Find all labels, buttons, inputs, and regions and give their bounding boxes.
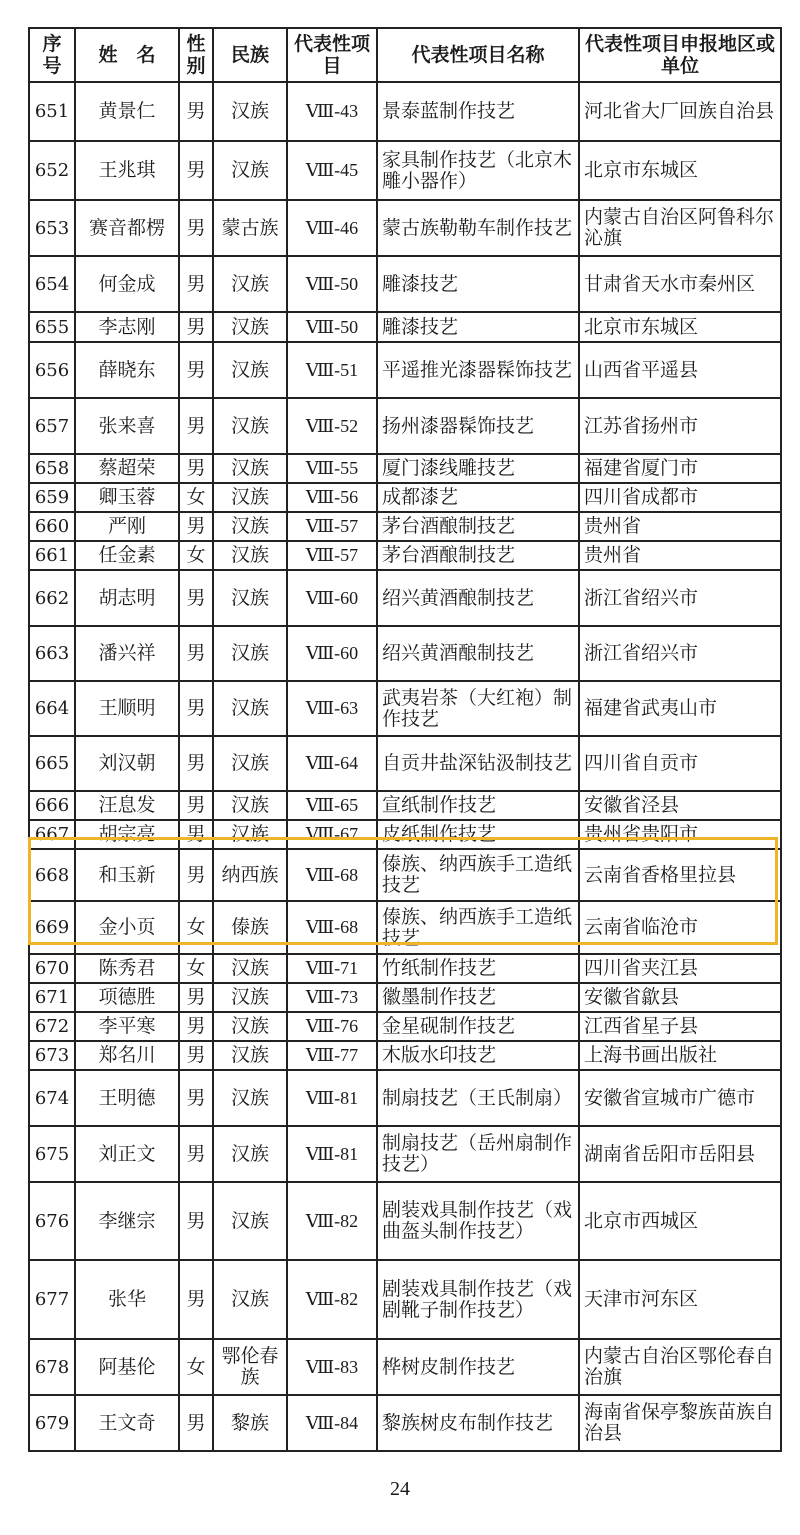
header-sex: 性别 bbox=[179, 28, 213, 82]
cell-serial: 676 bbox=[29, 1182, 75, 1260]
cell-project-code: Ⅷ-64 bbox=[287, 736, 377, 791]
cell-ethnicity: 汉族 bbox=[213, 256, 287, 312]
cell-serial: 658 bbox=[29, 454, 75, 483]
cell-project-name: 蒙古族勒勒车制作技艺 bbox=[377, 200, 579, 256]
cell-serial: 651 bbox=[29, 82, 75, 141]
table-row bbox=[29, 1041, 781, 1070]
cell-name: 王兆琪 bbox=[75, 141, 179, 200]
cell-project-name: 桦树皮制作技艺 bbox=[377, 1339, 579, 1395]
cell-region: 贵州省贵阳市 bbox=[579, 820, 781, 849]
cell-project-name: 剧装戏具制作技艺（戏曲盔头制作技艺） bbox=[377, 1182, 579, 1260]
cell-sex: 男 bbox=[179, 398, 213, 454]
cell-region: 北京市东城区 bbox=[579, 141, 781, 200]
cell-ethnicity: 蒙古族 bbox=[213, 200, 287, 256]
cell-ethnicity: 汉族 bbox=[213, 1126, 287, 1182]
cell-name: 黄景仁 bbox=[75, 82, 179, 141]
cell-serial: 677 bbox=[29, 1260, 75, 1339]
cell-sex: 男 bbox=[179, 1070, 213, 1126]
cell-serial: 653 bbox=[29, 200, 75, 256]
cell-serial: 652 bbox=[29, 141, 75, 200]
cell-sex: 女 bbox=[179, 1339, 213, 1395]
table-row bbox=[29, 1182, 781, 1260]
cell-project-name: 家具制作技艺（北京木雕小器作） bbox=[377, 141, 579, 200]
cell-ethnicity: 汉族 bbox=[213, 398, 287, 454]
cell-region: 贵州省 bbox=[579, 512, 781, 541]
cell-project-name: 金星砚制作技艺 bbox=[377, 1012, 579, 1041]
cell-sex: 男 bbox=[179, 1041, 213, 1070]
table-row bbox=[29, 1260, 781, 1339]
table-row bbox=[29, 1126, 781, 1182]
cell-name: 卿玉蓉 bbox=[75, 483, 179, 512]
cell-name: 何金成 bbox=[75, 256, 179, 312]
table-row bbox=[29, 681, 781, 736]
cell-region: 贵州省 bbox=[579, 541, 781, 570]
cell-project-code: Ⅷ-65 bbox=[287, 791, 377, 820]
cell-serial: 664 bbox=[29, 681, 75, 736]
cell-project-code: Ⅷ-67 bbox=[287, 820, 377, 849]
table-row bbox=[29, 398, 781, 454]
cell-project-name: 茅台酒酿制技艺 bbox=[377, 512, 579, 541]
cell-ethnicity: 汉族 bbox=[213, 736, 287, 791]
table-row bbox=[29, 1395, 781, 1451]
cell-project-code: Ⅷ-50 bbox=[287, 312, 377, 342]
cell-serial: 656 bbox=[29, 342, 75, 398]
header-name: 姓 名 bbox=[75, 28, 179, 82]
cell-ethnicity: 汉族 bbox=[213, 954, 287, 983]
cell-region: 北京市西城区 bbox=[579, 1182, 781, 1260]
cell-ethnicity: 汉族 bbox=[213, 983, 287, 1012]
cell-project-code: Ⅷ-82 bbox=[287, 1260, 377, 1339]
cell-sex: 男 bbox=[179, 849, 213, 901]
cell-serial: 678 bbox=[29, 1339, 75, 1395]
table-row bbox=[29, 791, 781, 820]
cell-region: 江西省星子县 bbox=[579, 1012, 781, 1041]
cell-project-code: Ⅷ-76 bbox=[287, 1012, 377, 1041]
table-row bbox=[29, 256, 781, 312]
cell-project-name: 扬州漆器髹饰技艺 bbox=[377, 398, 579, 454]
header-ethnicity: 民族 bbox=[213, 28, 287, 82]
cell-ethnicity: 汉族 bbox=[213, 1260, 287, 1339]
cell-ethnicity: 汉族 bbox=[213, 512, 287, 541]
cell-region: 湖南省岳阳市岳阳县 bbox=[579, 1126, 781, 1182]
cell-sex: 男 bbox=[179, 570, 213, 626]
cell-project-code: Ⅷ-63 bbox=[287, 681, 377, 736]
cell-name: 金小页 bbox=[75, 901, 179, 954]
header-project-name: 代表性项目名称 bbox=[377, 28, 579, 82]
cell-region: 江苏省扬州市 bbox=[579, 398, 781, 454]
table-row bbox=[29, 820, 781, 849]
cell-project-name: 黎族树皮布制作技艺 bbox=[377, 1395, 579, 1451]
cell-name: 薛晓东 bbox=[75, 342, 179, 398]
cell-project-code: Ⅷ-60 bbox=[287, 626, 377, 681]
cell-sex: 男 bbox=[179, 342, 213, 398]
cell-sex: 男 bbox=[179, 512, 213, 541]
cell-serial: 659 bbox=[29, 483, 75, 512]
cell-project-code: Ⅷ-51 bbox=[287, 342, 377, 398]
cell-serial: 667 bbox=[29, 820, 75, 849]
cell-project-code: Ⅷ-68 bbox=[287, 901, 377, 954]
table-row bbox=[29, 1339, 781, 1395]
table-row bbox=[29, 483, 781, 512]
cell-region: 河北省大厂回族自治县 bbox=[579, 82, 781, 141]
cell-ethnicity: 汉族 bbox=[213, 791, 287, 820]
cell-region: 福建省武夷山市 bbox=[579, 681, 781, 736]
cell-serial: 670 bbox=[29, 954, 75, 983]
cell-project-name: 雕漆技艺 bbox=[377, 256, 579, 312]
cell-serial: 660 bbox=[29, 512, 75, 541]
cell-project-name: 茅台酒酿制技艺 bbox=[377, 541, 579, 570]
cell-project-code: Ⅷ-43 bbox=[287, 82, 377, 141]
cell-project-name: 竹纸制作技艺 bbox=[377, 954, 579, 983]
cell-serial: 661 bbox=[29, 541, 75, 570]
cell-sex: 男 bbox=[179, 1395, 213, 1451]
cell-serial: 669 bbox=[29, 901, 75, 954]
cell-name: 和玉新 bbox=[75, 849, 179, 901]
cell-name: 赛音都楞 bbox=[75, 200, 179, 256]
cell-project-name: 皮纸制作技艺 bbox=[377, 820, 579, 849]
cell-name: 胡宗亮 bbox=[75, 820, 179, 849]
cell-serial: 666 bbox=[29, 791, 75, 820]
header-project-code: 代表性项目 bbox=[287, 28, 377, 82]
cell-serial: 655 bbox=[29, 312, 75, 342]
cell-serial: 672 bbox=[29, 1012, 75, 1041]
header-region: 代表性项目申报地区或单位 bbox=[579, 28, 781, 82]
cell-project-code: Ⅷ-73 bbox=[287, 983, 377, 1012]
table-row bbox=[29, 570, 781, 626]
cell-name: 王顺明 bbox=[75, 681, 179, 736]
cell-sex: 男 bbox=[179, 626, 213, 681]
table-row bbox=[29, 626, 781, 681]
cell-sex: 男 bbox=[179, 454, 213, 483]
cell-name: 胡志明 bbox=[75, 570, 179, 626]
table-row bbox=[29, 849, 781, 901]
cell-project-name: 厦门漆线雕技艺 bbox=[377, 454, 579, 483]
cell-region: 安徽省泾县 bbox=[579, 791, 781, 820]
cell-ethnicity: 鄂伦春族 bbox=[213, 1339, 287, 1395]
header-serial: 序号 bbox=[29, 28, 75, 82]
table-row bbox=[29, 1012, 781, 1041]
cell-ethnicity: 汉族 bbox=[213, 82, 287, 141]
cell-project-name: 景泰蓝制作技艺 bbox=[377, 82, 579, 141]
cell-ethnicity: 汉族 bbox=[213, 681, 287, 736]
cell-ethnicity: 黎族 bbox=[213, 1395, 287, 1451]
cell-region: 北京市东城区 bbox=[579, 312, 781, 342]
table-row bbox=[29, 141, 781, 200]
cell-region: 内蒙古自治区阿鲁科尔沁旗 bbox=[579, 200, 781, 256]
cell-project-name: 徽墨制作技艺 bbox=[377, 983, 579, 1012]
cell-sex: 男 bbox=[179, 681, 213, 736]
cell-project-code: Ⅷ-55 bbox=[287, 454, 377, 483]
cell-name: 王明德 bbox=[75, 1070, 179, 1126]
heritage-table-sheet bbox=[28, 27, 780, 1452]
cell-project-code: Ⅷ-81 bbox=[287, 1070, 377, 1126]
cell-project-name: 绍兴黄酒酿制技艺 bbox=[377, 626, 579, 681]
cell-ethnicity: 汉族 bbox=[213, 570, 287, 626]
cell-region: 浙江省绍兴市 bbox=[579, 626, 781, 681]
cell-name: 张华 bbox=[75, 1260, 179, 1339]
cell-ethnicity: 汉族 bbox=[213, 1182, 287, 1260]
cell-project-code: Ⅷ-84 bbox=[287, 1395, 377, 1451]
cell-name: 李继宗 bbox=[75, 1182, 179, 1260]
cell-name: 刘正文 bbox=[75, 1126, 179, 1182]
cell-project-code: Ⅷ-46 bbox=[287, 200, 377, 256]
cell-ethnicity: 纳西族 bbox=[213, 849, 287, 901]
cell-project-name: 平遥推光漆器髹饰技艺 bbox=[377, 342, 579, 398]
cell-name: 潘兴祥 bbox=[75, 626, 179, 681]
cell-project-name: 宣纸制作技艺 bbox=[377, 791, 579, 820]
cell-region: 云南省临沧市 bbox=[579, 901, 781, 954]
cell-serial: 657 bbox=[29, 398, 75, 454]
cell-sex: 男 bbox=[179, 1260, 213, 1339]
table-row bbox=[29, 954, 781, 983]
cell-serial: 679 bbox=[29, 1395, 75, 1451]
cell-name: 陈秀君 bbox=[75, 954, 179, 983]
cell-region: 山西省平遥县 bbox=[579, 342, 781, 398]
cell-sex: 男 bbox=[179, 141, 213, 200]
table-header-row bbox=[29, 28, 781, 82]
cell-region: 甘肃省天水市秦州区 bbox=[579, 256, 781, 312]
cell-sex: 女 bbox=[179, 954, 213, 983]
cell-sex: 男 bbox=[179, 1182, 213, 1260]
table-row bbox=[29, 200, 781, 256]
cell-serial: 662 bbox=[29, 570, 75, 626]
cell-region: 安徽省歙县 bbox=[579, 983, 781, 1012]
cell-serial: 665 bbox=[29, 736, 75, 791]
cell-name: 张来喜 bbox=[75, 398, 179, 454]
cell-sex: 男 bbox=[179, 983, 213, 1012]
cell-project-name: 木版水印技艺 bbox=[377, 1041, 579, 1070]
cell-ethnicity: 汉族 bbox=[213, 141, 287, 200]
cell-name: 项德胜 bbox=[75, 983, 179, 1012]
cell-ethnicity: 汉族 bbox=[213, 454, 287, 483]
cell-name: 王文奇 bbox=[75, 1395, 179, 1451]
cell-project-name: 制扇技艺（王氏制扇） bbox=[377, 1070, 579, 1126]
cell-ethnicity: 汉族 bbox=[213, 312, 287, 342]
cell-sex: 男 bbox=[179, 256, 213, 312]
cell-name: 李志刚 bbox=[75, 312, 179, 342]
cell-ethnicity: 汉族 bbox=[213, 820, 287, 849]
cell-serial: 663 bbox=[29, 626, 75, 681]
inheritors-table bbox=[28, 27, 782, 1452]
cell-region: 四川省成都市 bbox=[579, 483, 781, 512]
cell-sex: 男 bbox=[179, 82, 213, 141]
cell-name: 李平寒 bbox=[75, 1012, 179, 1041]
cell-region: 云南省香格里拉县 bbox=[579, 849, 781, 901]
cell-region: 四川省夹江县 bbox=[579, 954, 781, 983]
cell-region: 浙江省绍兴市 bbox=[579, 570, 781, 626]
cell-project-name: 绍兴黄酒酿制技艺 bbox=[377, 570, 579, 626]
cell-ethnicity: 汉族 bbox=[213, 626, 287, 681]
cell-region: 天津市河东区 bbox=[579, 1260, 781, 1339]
cell-sex: 男 bbox=[179, 736, 213, 791]
cell-project-code: Ⅷ-68 bbox=[287, 849, 377, 901]
cell-project-code: Ⅷ-81 bbox=[287, 1126, 377, 1182]
cell-project-code: Ⅷ-57 bbox=[287, 541, 377, 570]
cell-region: 上海书画出版社 bbox=[579, 1041, 781, 1070]
cell-serial: 668 bbox=[29, 849, 75, 901]
table-row bbox=[29, 1070, 781, 1126]
cell-name: 蔡超荣 bbox=[75, 454, 179, 483]
table-row bbox=[29, 983, 781, 1012]
cell-name: 严刚 bbox=[75, 512, 179, 541]
cell-region: 四川省自贡市 bbox=[579, 736, 781, 791]
cell-sex: 男 bbox=[179, 1126, 213, 1182]
cell-project-name: 成都漆艺 bbox=[377, 483, 579, 512]
cell-ethnicity: 汉族 bbox=[213, 1070, 287, 1126]
cell-sex: 男 bbox=[179, 200, 213, 256]
cell-name: 郑名川 bbox=[75, 1041, 179, 1070]
cell-serial: 675 bbox=[29, 1126, 75, 1182]
table-row bbox=[29, 454, 781, 483]
cell-ethnicity: 汉族 bbox=[213, 541, 287, 570]
cell-sex: 男 bbox=[179, 1012, 213, 1041]
cell-project-code: Ⅷ-77 bbox=[287, 1041, 377, 1070]
table-row bbox=[29, 736, 781, 791]
cell-project-name: 傣族、纳西族手工造纸技艺 bbox=[377, 901, 579, 954]
cell-project-code: Ⅷ-56 bbox=[287, 483, 377, 512]
cell-sex: 女 bbox=[179, 901, 213, 954]
cell-project-name: 自贡井盐深钻汲制技艺 bbox=[377, 736, 579, 791]
cell-project-code: Ⅷ-82 bbox=[287, 1182, 377, 1260]
cell-project-code: Ⅷ-57 bbox=[287, 512, 377, 541]
cell-region: 福建省厦门市 bbox=[579, 454, 781, 483]
cell-project-code: Ⅷ-50 bbox=[287, 256, 377, 312]
cell-sex: 男 bbox=[179, 820, 213, 849]
cell-ethnicity: 汉族 bbox=[213, 1012, 287, 1041]
cell-ethnicity: 汉族 bbox=[213, 483, 287, 512]
cell-sex: 男 bbox=[179, 312, 213, 342]
cell-region: 内蒙古自治区鄂伦春自治旗 bbox=[579, 1339, 781, 1395]
cell-project-code: Ⅷ-60 bbox=[287, 570, 377, 626]
cell-serial: 654 bbox=[29, 256, 75, 312]
cell-project-code: Ⅷ-52 bbox=[287, 398, 377, 454]
cell-name: 阿基伦 bbox=[75, 1339, 179, 1395]
table-row bbox=[29, 312, 781, 342]
cell-ethnicity: 汉族 bbox=[213, 1041, 287, 1070]
table-body bbox=[29, 82, 781, 1451]
cell-ethnicity: 汉族 bbox=[213, 342, 287, 398]
cell-project-code: Ⅷ-45 bbox=[287, 141, 377, 200]
cell-sex: 女 bbox=[179, 541, 213, 570]
cell-project-name: 雕漆技艺 bbox=[377, 312, 579, 342]
cell-sex: 女 bbox=[179, 483, 213, 512]
cell-project-name: 傣族、纳西族手工造纸技艺 bbox=[377, 849, 579, 901]
cell-serial: 673 bbox=[29, 1041, 75, 1070]
cell-region: 安徽省宣城市广德市 bbox=[579, 1070, 781, 1126]
table-row bbox=[29, 512, 781, 541]
cell-region: 海南省保亭黎族苗族自治县 bbox=[579, 1395, 781, 1451]
page-number: 24 bbox=[390, 1478, 410, 1500]
cell-name: 刘汉朝 bbox=[75, 736, 179, 791]
table-row bbox=[29, 82, 781, 141]
cell-project-code: Ⅷ-71 bbox=[287, 954, 377, 983]
table-row bbox=[29, 901, 781, 954]
cell-serial: 671 bbox=[29, 983, 75, 1012]
cell-name: 汪息发 bbox=[75, 791, 179, 820]
cell-project-code: Ⅷ-83 bbox=[287, 1339, 377, 1395]
cell-project-name: 剧装戏具制作技艺（戏剧靴子制作技艺） bbox=[377, 1260, 579, 1339]
cell-sex: 男 bbox=[179, 791, 213, 820]
table-row bbox=[29, 342, 781, 398]
cell-ethnicity: 傣族 bbox=[213, 901, 287, 954]
cell-project-name: 制扇技艺（岳州扇制作技艺） bbox=[377, 1126, 579, 1182]
cell-project-name: 武夷岩茶（大红袍）制作技艺 bbox=[377, 681, 579, 736]
cell-serial: 674 bbox=[29, 1070, 75, 1126]
table-row bbox=[29, 541, 781, 570]
cell-name: 任金素 bbox=[75, 541, 179, 570]
